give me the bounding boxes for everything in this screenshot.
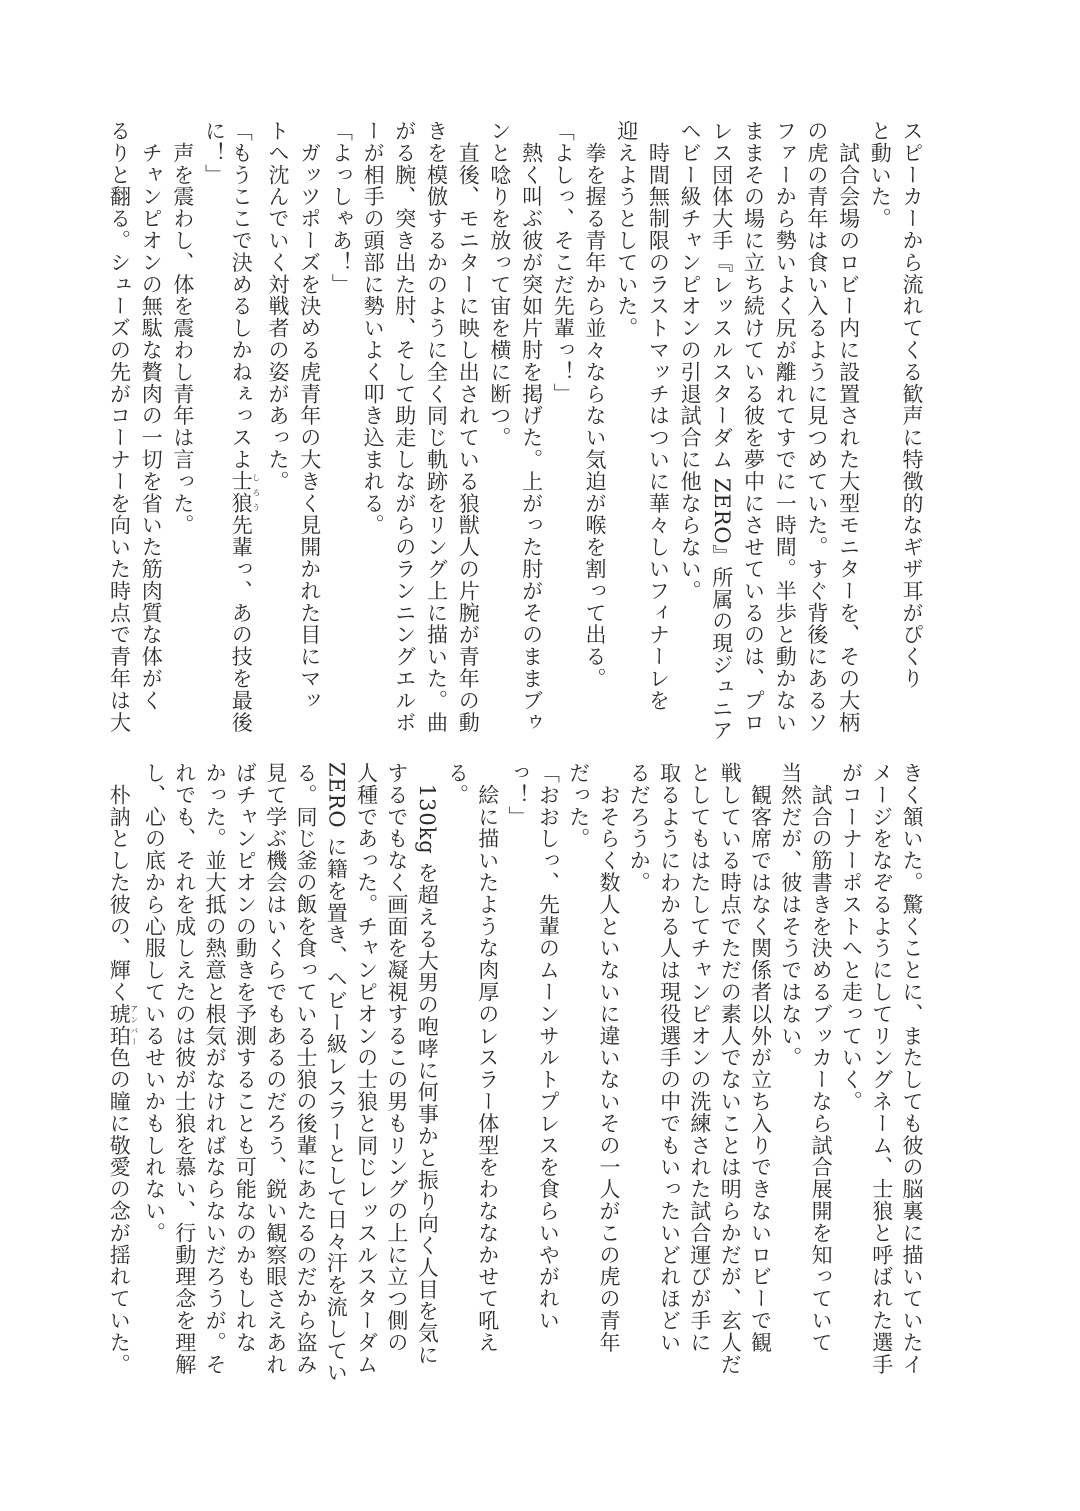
text-column: トへ沈んでいく対戦者の姿があった。 [266, 120, 290, 493]
ruby-reading: しろう [251, 470, 261, 515]
text-column: ーが相手の頭部に勢いよく叩き込まれる。 [361, 120, 386, 537]
text-column: し、心の底から心服しているせいかもしれない。 [142, 762, 167, 1244]
text-column: に！」 [202, 120, 227, 186]
text-column: きく頷いた。驚くことに、またしても彼の脳裏に描いていたイ [900, 762, 924, 1376]
text-column: 迎えようとしていた。 [614, 120, 639, 339]
text-column: チャンピオンの無駄な贅肉の一切を省いた筋肉質な体がく [139, 120, 164, 712]
text-column: 試合の筋書きを決めるブッカーなら試合展開を知っていて [809, 762, 834, 1354]
text-column [107, 762, 139, 1376]
ruby-base: 琥珀 [107, 1002, 132, 1047]
text-column: ばチャンピオンの動きを予測することも可能なのかもしれな [233, 762, 258, 1354]
text-segment: 朴訥とした彼の、輝く [107, 762, 132, 1003]
text-column: るだろうか。 [627, 762, 652, 894]
text-column: 直後、モニターに映し出されている狼獣人の片腕が青年の動 [456, 120, 481, 734]
text-column: だった。 [566, 762, 591, 850]
text-column: るりと翻る。シューズの先がコーナーを向いた時点で青年は大 [107, 120, 132, 734]
text-column: 「おおしっ、先輩のムーンサルトプレスを食らいやがれい [536, 762, 561, 1332]
text-column: ままその場に立ち続けている彼を夢中にさせているのは、プロ [741, 120, 766, 734]
text-column: メージをなぞるようにしてリングネーム、士狼と呼ばれた選手 [869, 762, 894, 1376]
text-column: 試合会場のロビー内に設置された大型モニターを、その大柄 [836, 120, 861, 734]
text-column: 熱く叫ぶ彼が突如片肘を掲げた。上がった肘がそのままブゥ [519, 120, 544, 734]
text-column: っ！」 [506, 762, 531, 828]
text-column: かった。並大抵の熱意と根気がなければならないだろうが。そ [203, 762, 228, 1376]
text-column: 「よっしゃあ！」 [329, 120, 354, 296]
text-column: 戦している時点でただの素人でないことは明らかだが、玄人だ [718, 762, 743, 1376]
text-column: 観客席ではなく関係者以外が立ち入りできないロビーで観 [748, 762, 773, 1354]
text-column: 見て学ぶ機会はいくらでもあるのだろう、鋭い観察眼さえあれ [263, 762, 288, 1376]
ruby-word [229, 470, 261, 515]
text-column: ンと唸りを放って宙を横に断つ。 [487, 120, 512, 449]
text-segment: 先輩っ、あの技を最後 [229, 514, 254, 734]
text-column: の虎の青年は食い入るように見つめていた。すぐ背後にあるソ [804, 120, 829, 734]
text-column: がる腕、突き出た肘、そして助走しながらのランニングエルボ [392, 120, 417, 734]
text-column: 取るようにわかる人は現役選手の中でもいったいどれほどい [657, 762, 682, 1354]
text-column: するでもなく画面を凝視するこの男もリングの上に立つ側の [384, 762, 409, 1354]
ruby-base: 士狼 [229, 470, 254, 515]
text-column [229, 120, 261, 734]
text-column: ZERO に籍を置き、ヘビー級レスラーとして日々汗を流してい [324, 762, 349, 1384]
text-column: ファーから勢いよく尻が離れてすでに一時間。半歩と動かない [773, 120, 798, 734]
text-column: としてもはたしてチャンピオンの洗練された試合運びが手に [687, 762, 712, 1354]
text-segment: 色の瞳に敬愛の念が揺れていた。 [107, 1046, 132, 1376]
text-column: 時間無制限のラストマッチはついに華々しいフィナーレを [646, 120, 671, 712]
text-column: ガッツポーズを決める虎青年の大きく見開かれた目にマッ [297, 120, 322, 712]
ruby-reading: アンバー [129, 1002, 139, 1047]
text-column: きを模倣するかのように全く同じ軌跡をリング上に描いた。曲 [424, 120, 449, 734]
text-column: レス団体大手『レッスルスターダム ZERO』所属の現ジュニア [709, 120, 734, 742]
text-column: がコーナーポストへと走っていく。 [839, 762, 864, 1113]
text-column: ヘビー級チャンピオンの引退試合に他ならない。 [678, 120, 703, 602]
text-column: 「よしっ、そこだ先輩っ！」 [551, 120, 576, 405]
text-column: る。 [445, 762, 470, 806]
text-column: る。同じ釜の飯を食っている士狼の後輩にあたるのだから盗み [294, 762, 318, 1376]
text-column: 130kg を超える大男の咆哮に何事かと振り向く人目を気に [415, 762, 440, 1366]
text-column: おそらく数人といないに違いないその一人がこの虎の青年 [597, 762, 621, 1354]
text-column: と動いた。 [868, 120, 893, 230]
text-column: 声を震わし、体を震わし青年は言った。 [170, 120, 195, 537]
text-column: 人種であった。チャンピオンの士狼と同じレッスルスターダム [354, 762, 379, 1376]
text-column: 絵に描いたような肉厚のレスラー体型をわななかせて吼え [475, 762, 500, 1354]
ruby-word [107, 1002, 139, 1047]
text-column: れでも、それを成しえたのは彼が士狼を慕い、行動理念を理解 [172, 762, 197, 1376]
text-column: 当然だが、彼はそうではない。 [778, 762, 803, 1069]
text-column: スピーカーから流れてくる歓声に特徴的なギザ耳がぴくり [900, 120, 924, 690]
text-column: 拳を握る青年から並々ならない気迫が喉を割って出る。 [583, 120, 607, 690]
text-segment: 「もうここで決めるしかねぇっスよ [229, 120, 254, 471]
